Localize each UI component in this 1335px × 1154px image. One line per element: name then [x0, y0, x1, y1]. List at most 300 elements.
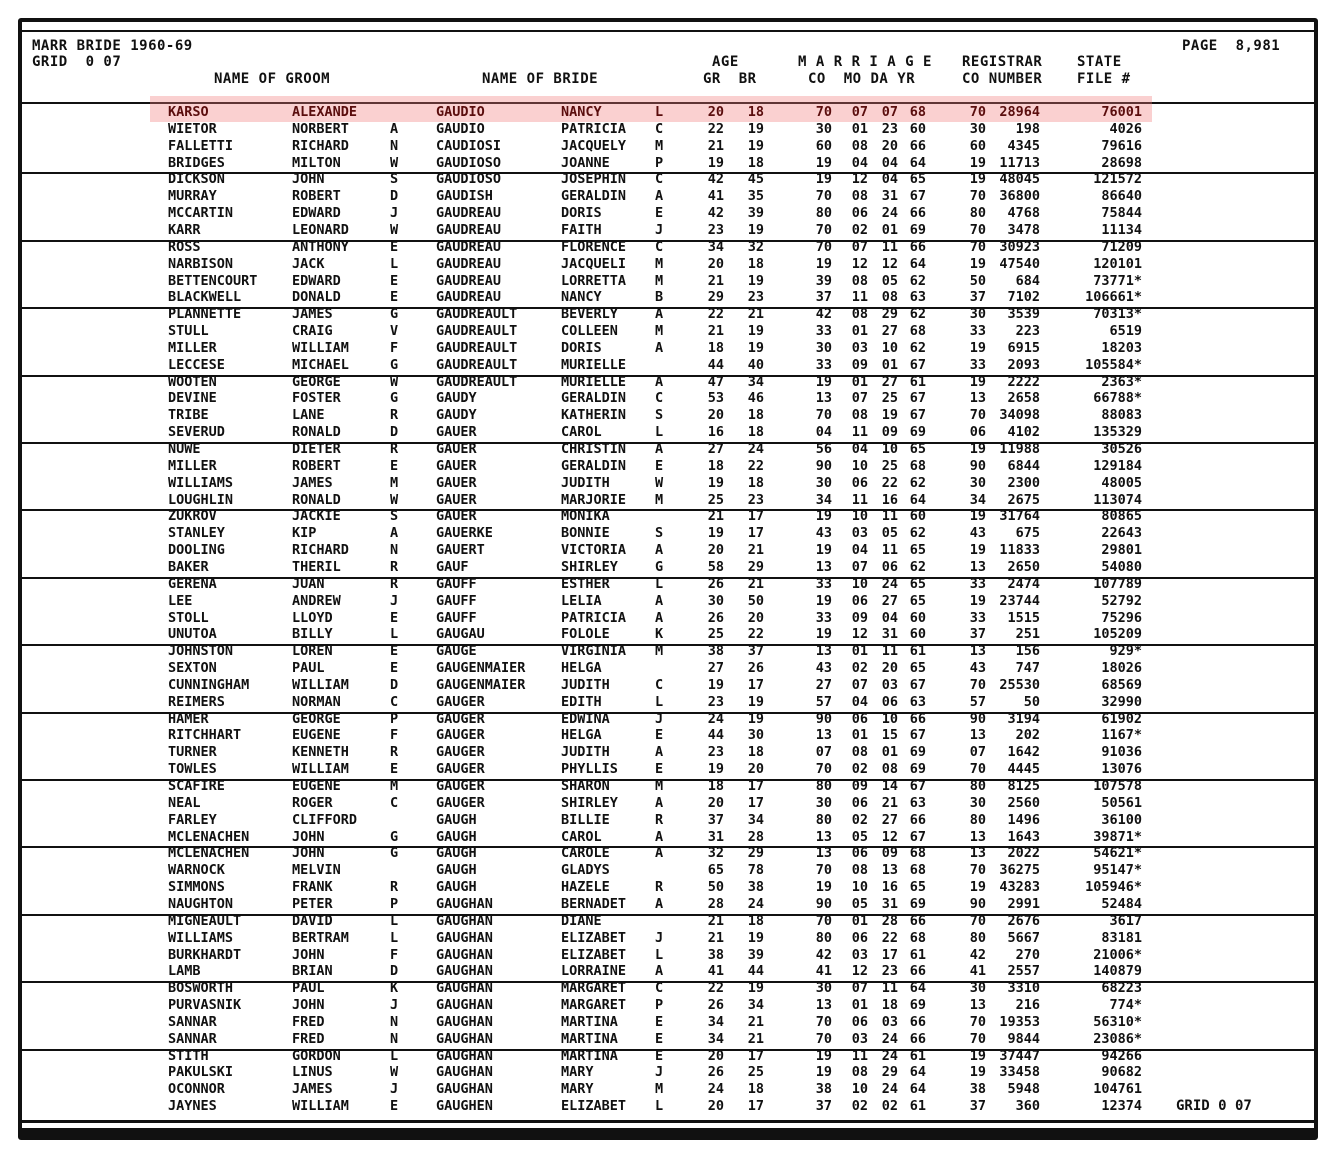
bride-first-name: DORIS: [561, 205, 602, 222]
marriage-day: 21: [881, 794, 898, 811]
groom-middle-initial: S: [390, 171, 399, 188]
marriage-county: 37: [815, 1098, 832, 1115]
groom-middle-initial: V: [390, 323, 399, 340]
registrar-number: 1496: [1007, 811, 1040, 828]
marriage-day: 28: [881, 912, 898, 929]
marriage-day: 01: [881, 356, 898, 373]
marriage-year: 68: [909, 862, 926, 879]
bride-middle-initial: J: [655, 221, 664, 238]
groom-middle-initial: A: [390, 120, 399, 137]
marriage-month: 04: [851, 693, 868, 710]
marriage-column-header: M A R R I A G E: [798, 54, 932, 70]
bride-last-name: GAUER: [436, 474, 477, 491]
marriage-year: 66: [909, 1030, 926, 1047]
bride-middle-initial: L: [655, 104, 664, 120]
registrar-county: 90: [969, 710, 986, 727]
groom-last-name: STANLEY: [168, 525, 225, 542]
groom-age: 21: [707, 929, 724, 946]
table-row: [0, 829, 1335, 846]
bride-age: 21: [747, 575, 764, 592]
top-rule: [22, 30, 1314, 32]
bride-middle-initial: J: [655, 929, 664, 946]
groom-middle-initial: G: [390, 390, 399, 407]
bride-middle-initial: E: [655, 761, 664, 778]
groom-age: 21: [707, 508, 724, 525]
groom-middle-initial: R: [390, 441, 399, 457]
bride-first-name: NANCY: [561, 104, 602, 120]
marriage-month: 06: [851, 845, 868, 862]
bride-middle-initial: M: [655, 272, 664, 289]
marriage-year: 62: [909, 339, 926, 356]
groom-last-name: DICKSON: [168, 171, 225, 188]
registrar-number: 8125: [1007, 778, 1040, 794]
marriage-day: 12: [881, 255, 898, 272]
marriage-county: 56: [815, 441, 832, 457]
groom-last-name: RITCHHART: [168, 727, 242, 744]
registrar-county: 34: [969, 491, 986, 508]
groom-last-name: SANNAR: [168, 1013, 217, 1030]
bride-last-name: GAUDREAU: [436, 255, 502, 272]
marriage-county: 70: [815, 912, 832, 929]
marriage-county: 19: [815, 255, 832, 272]
marriage-year: 63: [909, 693, 926, 710]
bride-last-name: GAUF: [436, 558, 469, 575]
registrar-number: 2022: [1007, 845, 1040, 862]
groom-age: 21: [707, 272, 724, 289]
state-file-number: 68223: [1101, 980, 1142, 997]
marriage-county: 19: [815, 171, 832, 188]
groom-middle-initial: R: [390, 744, 399, 761]
marriage-day: 10: [881, 339, 898, 356]
groom-last-name: MCLENACHEN: [168, 845, 250, 862]
bride-last-name: GAUFF: [436, 575, 477, 592]
registrar-number: 5948: [1007, 1081, 1040, 1098]
groom-middle-initial: L: [390, 255, 399, 272]
state-file-number: 90682: [1101, 1064, 1142, 1081]
bride-last-name: GAUGHAN: [436, 929, 493, 946]
bride-age: 21: [747, 1013, 764, 1030]
bride-first-name: JOANNE: [561, 154, 610, 171]
groom-last-name: REIMERS: [168, 693, 225, 710]
bride-age: 19: [747, 980, 764, 997]
bride-first-name: CAROLE: [561, 845, 610, 862]
state-file-number: 76001: [1101, 104, 1142, 120]
state-file-number: 52792: [1101, 592, 1142, 609]
state-file-number: 18203: [1101, 339, 1142, 356]
groom-age: 20: [707, 1098, 724, 1115]
bride-last-name: GAUGHAN: [436, 1013, 493, 1030]
registrar-number: 216: [1015, 997, 1040, 1014]
marriage-county: 33: [815, 323, 832, 340]
bride-age: 39: [747, 205, 764, 222]
bride-last-name: GAUGHAN: [436, 1030, 493, 1047]
marriage-day: 27: [881, 811, 898, 828]
marriage-month: 11: [851, 491, 868, 508]
groom-first-name: LINUS: [292, 1064, 333, 1081]
groom-first-name: LANE: [292, 407, 325, 424]
groom-last-name: HAMER: [168, 710, 209, 727]
groom-last-name: PLANNETTE: [168, 306, 242, 323]
bride-age: 23: [747, 289, 764, 306]
registrar-county: 80: [969, 929, 986, 946]
bride-age: 32: [747, 238, 764, 255]
registrar-number: 2676: [1007, 912, 1040, 929]
groom-middle-initial: S: [390, 508, 399, 525]
table-row: [0, 1014, 1335, 1031]
bride-first-name: EDITH: [561, 693, 602, 710]
groom-middle-initial: J: [390, 997, 399, 1014]
groom-age: 20: [707, 542, 724, 559]
marriage-day: 08: [881, 289, 898, 306]
marriage-year: 66: [909, 205, 926, 222]
groom-first-name: JAMES: [292, 1081, 333, 1098]
registrar-number: 1643: [1007, 828, 1040, 845]
groom-first-name: PAUL: [292, 660, 325, 677]
marriage-year: 67: [909, 778, 926, 794]
table-row: [0, 441, 1335, 458]
registrar-county: 70: [969, 1013, 986, 1030]
marriage-day: 27: [881, 323, 898, 340]
bride-first-name: HELGA: [561, 727, 602, 744]
marriage-county: 19: [815, 542, 832, 559]
bride-first-name: JACQUELY: [561, 137, 627, 154]
groom-last-name: STOLL: [168, 609, 209, 626]
groom-last-name: CUNNINGHAM: [168, 676, 250, 693]
table-row: [0, 188, 1335, 205]
groom-first-name: BERTRAM: [292, 929, 349, 946]
registrar-number: 3478: [1007, 221, 1040, 238]
bride-middle-initial: L: [655, 946, 664, 963]
groom-age: 29: [707, 289, 724, 306]
bride-middle-initial: M: [655, 778, 664, 794]
state-file-number: 4026: [1109, 120, 1142, 137]
bride-age: 29: [747, 845, 764, 862]
registrar-number: 6915: [1007, 339, 1040, 356]
state-file-number: 13076: [1101, 761, 1142, 778]
marriage-day: 11: [881, 508, 898, 525]
marriage-day: 24: [881, 205, 898, 222]
bride-last-name: GAUDREAULT: [436, 373, 518, 390]
marriage-year: 67: [909, 727, 926, 744]
groom-last-name: FALLETTI: [168, 137, 234, 154]
marriage-month: 02: [851, 221, 868, 238]
registrar-number: 198: [1015, 120, 1040, 137]
groom-first-name: ROBERT: [292, 457, 341, 474]
state-file-number: 105209: [1093, 626, 1142, 643]
registrar-county: 70: [969, 238, 986, 255]
bride-age: 17: [747, 1047, 764, 1064]
bride-last-name: GAUGHAN: [436, 895, 493, 912]
state-file-number: 106661*: [1085, 289, 1142, 306]
bride-middle-initial: L: [655, 1098, 664, 1115]
groom-first-name: CLIFFORD: [292, 811, 358, 828]
bride-middle-initial: E: [655, 1030, 664, 1047]
groom-age: 21: [707, 323, 724, 340]
bride-age: 18: [747, 1081, 764, 1098]
bride-first-name: PHYLLIS: [561, 761, 618, 778]
bride-middle-initial: J: [655, 1064, 664, 1081]
table-row: [0, 171, 1335, 188]
bride-age: 35: [747, 188, 764, 205]
groom-first-name: ROBERT: [292, 188, 341, 205]
marriage-day: 04: [881, 171, 898, 188]
groom-middle-initial: N: [390, 542, 399, 559]
registrar-county: 30: [969, 120, 986, 137]
table-row: [0, 1031, 1335, 1048]
groom-age: 19: [707, 761, 724, 778]
bride-last-name: GAUFF: [436, 609, 477, 626]
registrar-number: 37447: [999, 1047, 1040, 1064]
groom-last-name: OCONNOR: [168, 1081, 225, 1098]
groom-middle-initial: E: [390, 609, 399, 626]
state-file-number: 22643: [1101, 525, 1142, 542]
marriage-day: 27: [881, 373, 898, 390]
bride-first-name: MARTINA: [561, 1047, 618, 1064]
groom-age: 26: [707, 575, 724, 592]
state-file-number: 6519: [1109, 323, 1142, 340]
bride-age: 28: [747, 828, 764, 845]
groom-last-name: TOWLES: [168, 761, 217, 778]
marriage-county: 80: [815, 205, 832, 222]
marriage-county: 13: [815, 727, 832, 744]
marriage-day: 29: [881, 306, 898, 323]
registrar-county: 90: [969, 895, 986, 912]
groom-age: 24: [707, 1081, 724, 1098]
marriage-day: 09: [881, 845, 898, 862]
groom-first-name: DONALD: [292, 289, 341, 306]
bride-age: 20: [747, 609, 764, 626]
groom-age: 26: [707, 1064, 724, 1081]
marriage-month: 09: [851, 356, 868, 373]
marriage-day: 24: [881, 575, 898, 592]
bride-age: 18: [747, 424, 764, 441]
bride-age: 19: [747, 339, 764, 356]
registrar-county: 80: [969, 778, 986, 794]
bottom-rule: [22, 1120, 1314, 1123]
marriage-day: 11: [881, 643, 898, 660]
bride-middle-initial: L: [655, 693, 664, 710]
table-row: [0, 879, 1335, 896]
groom-age: 42: [707, 171, 724, 188]
groom-first-name: ANDREW: [292, 592, 341, 609]
bride-first-name: MARTINA: [561, 1013, 618, 1030]
marriage-month: 06: [851, 205, 868, 222]
marriage-month: 02: [851, 811, 868, 828]
groom-last-name: SCAFIRE: [168, 778, 225, 794]
groom-middle-initial: D: [390, 188, 399, 205]
groom-age: 34: [707, 238, 724, 255]
registrar-county: 70: [969, 862, 986, 879]
groom-middle-initial: E: [390, 761, 399, 778]
bride-last-name: GAUGAU: [436, 626, 485, 643]
groom-last-name: BLACKWELL: [168, 289, 242, 306]
marriage-year: 65: [909, 575, 926, 592]
marriage-day: 31: [881, 188, 898, 205]
table-row: [0, 390, 1335, 407]
groom-age: 24: [707, 710, 724, 727]
state-file-number: 107578: [1093, 778, 1142, 794]
groom-middle-initial: C: [390, 693, 399, 710]
groom-age: 25: [707, 491, 724, 508]
registrar-number: 48045: [999, 171, 1040, 188]
groom-last-name: JAYNES: [168, 1098, 217, 1115]
table-row: [0, 256, 1335, 273]
groom-first-name: EDWARD: [292, 205, 341, 222]
groom-middle-initial: D: [390, 676, 399, 693]
age-column-header: AGE: [712, 54, 739, 70]
bride-first-name: BERNADET: [561, 895, 627, 912]
bride-age: 34: [747, 373, 764, 390]
marriage-month: 12: [851, 255, 868, 272]
groom-first-name: NORBERT: [292, 120, 349, 137]
bride-last-name: GAUERT: [436, 542, 485, 559]
marriage-county: 70: [815, 407, 832, 424]
groom-middle-initial: G: [390, 356, 399, 373]
state-file-number: 66788*: [1093, 390, 1142, 407]
bride-last-name: GAUGHAN: [436, 963, 493, 980]
registrar-county: 19: [969, 373, 986, 390]
groom-last-name: WOOTEN: [168, 373, 217, 390]
groom-middle-initial: L: [390, 929, 399, 946]
groom-first-name: RONALD: [292, 491, 341, 508]
groom-age: 19: [707, 525, 724, 542]
registrar-number: 23744: [999, 592, 1040, 609]
table-row: [0, 1081, 1335, 1098]
state-file-number: 54621*: [1093, 845, 1142, 862]
bride-last-name: GAUDY: [436, 390, 477, 407]
groom-first-name: NORMAN: [292, 693, 341, 710]
registrar-number: 2675: [1007, 491, 1040, 508]
groom-middle-initial: D: [390, 963, 399, 980]
groom-age: 23: [707, 693, 724, 710]
registrar-number: 2650: [1007, 558, 1040, 575]
marriage-month: 07: [851, 238, 868, 255]
groom-last-name: SEVERUD: [168, 424, 225, 441]
bride-age: 17: [747, 525, 764, 542]
marriage-year: 66: [909, 238, 926, 255]
groom-first-name: KIP: [292, 525, 317, 542]
registrar-number: 684: [1015, 272, 1040, 289]
bride-middle-initial: A: [655, 542, 664, 559]
table-row: [0, 660, 1335, 677]
groom-age: 18: [707, 457, 724, 474]
state-file-number: 95147*: [1093, 862, 1142, 879]
registrar-number: 36275: [999, 862, 1040, 879]
bride-first-name: FOLOLE: [561, 626, 610, 643]
bride-middle-initial: A: [655, 339, 664, 356]
bride-first-name: GLADYS: [561, 862, 610, 879]
bride-first-name: PATRICIA: [561, 120, 627, 137]
table-row: [0, 610, 1335, 627]
groom-first-name: BILLY: [292, 626, 333, 643]
registrar-county: 70: [969, 104, 986, 120]
bride-last-name: GAUGH: [436, 828, 477, 845]
table-row: [0, 576, 1335, 593]
marriage-month: 04: [851, 542, 868, 559]
bride-middle-initial: C: [655, 676, 664, 693]
bride-last-name: GAUGHEN: [436, 1098, 493, 1115]
bride-first-name: JUDITH: [561, 744, 610, 761]
bride-age: 18: [747, 104, 764, 120]
marriage-county: 19: [815, 592, 832, 609]
table-row: [0, 138, 1335, 155]
marriage-year: 61: [909, 1047, 926, 1064]
registrar-county: 33: [969, 575, 986, 592]
registrar-county: 30: [969, 474, 986, 491]
table-row: [0, 761, 1335, 778]
marriage-day: 20: [881, 137, 898, 154]
bride-age: 34: [747, 811, 764, 828]
table-row: [0, 963, 1335, 980]
groom-age: 20: [707, 407, 724, 424]
marriage-county: 13: [815, 643, 832, 660]
marriage-year: 64: [909, 491, 926, 508]
bride-first-name: SHIRLEY: [561, 558, 618, 575]
registrar-county: 07: [969, 744, 986, 761]
registrar-number: 4102: [1007, 424, 1040, 441]
marriage-month: 02: [851, 1098, 868, 1115]
registrar-county: 57: [969, 693, 986, 710]
groom-age: 26: [707, 997, 724, 1014]
marriage-county: 13: [815, 828, 832, 845]
state-file-number: 86640: [1101, 188, 1142, 205]
state-file-number: 11134: [1101, 221, 1142, 238]
bride-last-name: GAUDREAULT: [436, 323, 518, 340]
state-file-number: 3617: [1109, 912, 1142, 929]
marriage-year: 68: [909, 929, 926, 946]
marriage-year: 65: [909, 542, 926, 559]
groom-last-name: LECCESE: [168, 356, 225, 373]
groom-age: 16: [707, 424, 724, 441]
groom-middle-initial: E: [390, 272, 399, 289]
bride-last-name: GAUER: [436, 424, 477, 441]
marriage-county: 90: [815, 895, 832, 912]
bride-column-header: NAME OF BRIDE: [482, 71, 599, 87]
groom-first-name: JACK: [292, 255, 325, 272]
marriage-year: 69: [909, 744, 926, 761]
registrar-number: 3310: [1007, 980, 1040, 997]
table-row: [0, 913, 1335, 930]
registrar-county: 70: [969, 1030, 986, 1047]
registrar-county: 13: [969, 828, 986, 845]
bride-first-name: FAITH: [561, 221, 602, 238]
marriage-year: 61: [909, 1098, 926, 1115]
groom-middle-initial: D: [390, 424, 399, 441]
table-row: [0, 323, 1335, 340]
state-file-number: 774*: [1109, 997, 1142, 1014]
registrar-number: 2557: [1007, 963, 1040, 980]
groom-last-name: ROSS: [168, 238, 201, 255]
registrar-county: 19: [969, 508, 986, 525]
groom-last-name: BOSWORTH: [168, 980, 234, 997]
groom-age: 44: [707, 356, 724, 373]
bride-last-name: GAUGER: [436, 727, 485, 744]
registrar-number: 223: [1015, 323, 1040, 340]
bride-first-name: LORRAINE: [561, 963, 627, 980]
state-file-number: 54080: [1101, 558, 1142, 575]
registrar-number: 2093: [1007, 356, 1040, 373]
marriage-county: 37: [815, 289, 832, 306]
marriage-month: 03: [851, 339, 868, 356]
registrar-county: 19: [969, 1047, 986, 1064]
registrar-number: 2560: [1007, 794, 1040, 811]
groom-age: 50: [707, 879, 724, 896]
marriage-year: 65: [909, 441, 926, 457]
bride-last-name: GAUDREAU: [436, 272, 502, 289]
bride-last-name: GAUGHAN: [436, 1047, 493, 1064]
bride-first-name: ELIZABET: [561, 929, 627, 946]
marriage-day: 04: [881, 154, 898, 171]
